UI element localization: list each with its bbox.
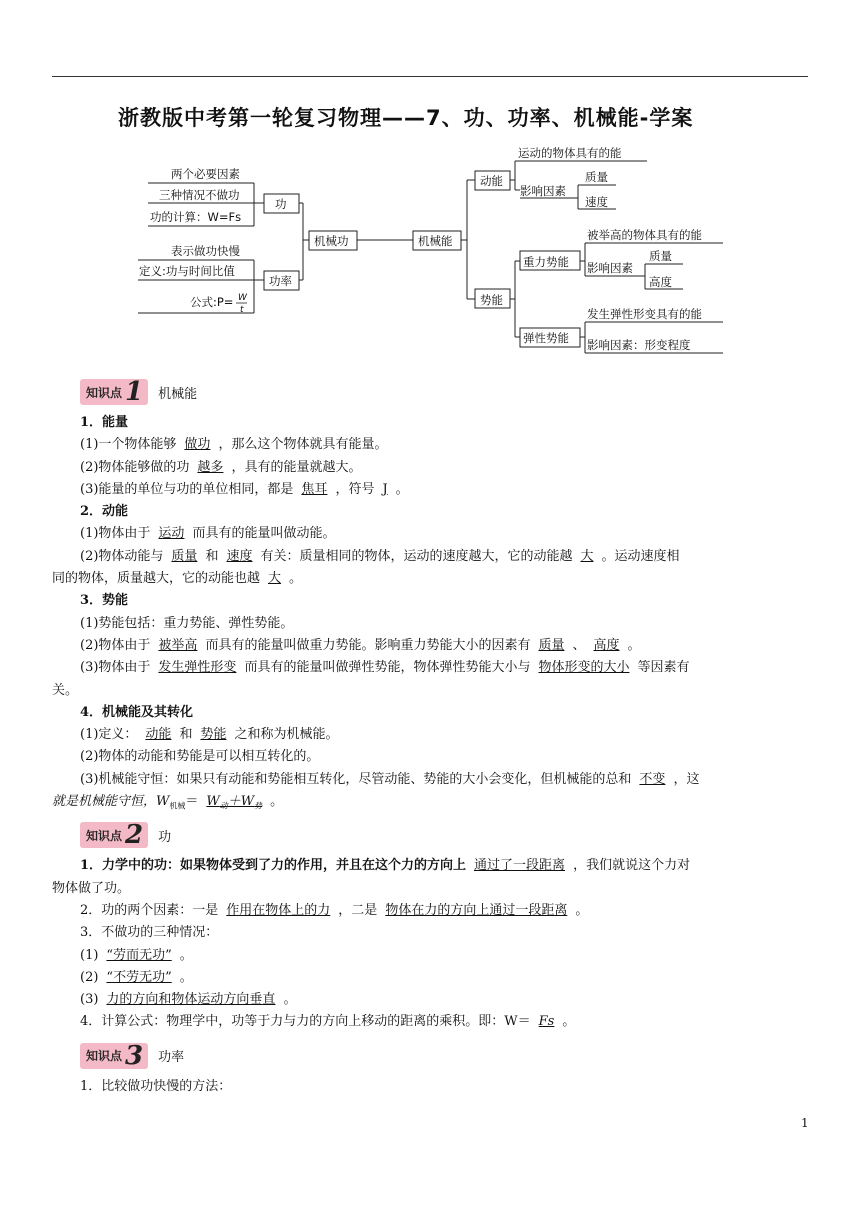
kp1-s2: 2．动能 <box>80 504 129 520</box>
page-title: 浙教版中考第一轮复习物理——7、功、功率、机械能-学案 <box>118 106 694 130</box>
kp1-s2-1: (1)物体由于 运动 而具有的能量叫做动能。 <box>80 526 336 542</box>
kp1-s3-3: (3)物体由于 发生弹性形变 而具有的能量叫做弹性势能，物体弹性势能大小与 物体形变的大小 等因素有 <box>80 660 690 676</box>
kp2-p3-3: (3) 力的方向和物体运动方向垂直 。 <box>80 992 297 1008</box>
kp1-s3: 3．势能 <box>80 593 129 609</box>
mm-mech-energy: 机械能 <box>418 234 453 248</box>
mm-work: 功 <box>275 197 287 211</box>
kp2-p3-1: (1) “劳而无功” 。 <box>80 947 193 963</box>
answer-blank: “不劳无功” <box>106 969 172 985</box>
kp3-badge: 知识点 3 <box>80 1043 148 1069</box>
kp1-s2-2-cont: 同的物体，质量越大，它的动能也越 大 。 <box>52 571 303 587</box>
mm-kinetic: 动能 <box>480 174 503 188</box>
mm-power-formula-den: t <box>240 305 244 315</box>
mm-power-meaning: 表示做功快慢 <box>171 244 240 258</box>
kp1-s4-3: (3)机械能守恒：如果只有动能和势能相互转化，尽管动能、势能的大小会变化，但机械能的总和 不变 ，这 <box>80 771 700 787</box>
answer-blank: 物体在力的方向上通过一段距离 <box>385 902 568 918</box>
answer-blank: 动能 <box>145 727 172 743</box>
answer-blank: 不变 <box>639 771 666 787</box>
mm-kinetic-def: 运动的物体具有的能 <box>518 146 622 160</box>
kp1-s1-1: (1)一个物体能够 做功 ，那么这个物体就具有能量。 <box>80 437 388 453</box>
kp1-s1-2: (2)物体能够做的功 越多 ，具有的能量就越大。 <box>80 459 362 475</box>
answer-blank: 通过了一段距离 <box>474 858 566 874</box>
kp1-s3-3-cont: 关。 <box>52 682 79 698</box>
kp1-badge: 知识点 1 <box>80 379 148 405</box>
kp3-p1: 1．比较做功快慢的方法： <box>80 1078 232 1094</box>
kp2-p3-2: (2) “不劳无功” 。 <box>80 969 193 985</box>
answer-blank: “劳而无功” <box>106 947 172 963</box>
mm-grav: 重力势能 <box>523 255 569 269</box>
kp1-s2-2: (2)物体动能与 质量 和 速度 有关：质量相同的物体，运动的速度越大，它的动能越 大 。运动速度相 <box>80 548 680 564</box>
mm-potential: 势能 <box>480 293 503 307</box>
mm-work-calc: 功的计算：W=Fs <box>150 210 242 224</box>
mind-map <box>130 140 730 360</box>
kp1-s4-1: (1)定义： 动能 和 势能 之和称为机械能。 <box>80 727 339 743</box>
kp1-title: 机械能 <box>158 386 198 402</box>
kp2-title: 功 <box>158 829 172 845</box>
mm-two-factors: 两个必要因素 <box>171 167 240 181</box>
kp1-s1-3: (3)能量的单位与功的单位相同，都是 焦耳 ，符号 J 。 <box>80 481 409 497</box>
page-number: 1 <box>801 1116 809 1130</box>
kp1-s1: 1．能量 <box>80 415 129 430</box>
kp1-s4-2: (2)物体的动能和势能是可以相互转化的。 <box>80 749 320 765</box>
mm-grav-factors: 影响因素 <box>587 261 633 275</box>
mm-no-work: 三种情况不做功 <box>159 188 240 202</box>
kp1-s3-1: (1)势能包括：重力势能、弹性势能。 <box>80 615 294 631</box>
mm-elastic-def: 发生弹性形变具有的能 <box>587 307 702 321</box>
answer-blank: 质量 <box>171 548 198 564</box>
mm-power-formula: 公式:P= <box>190 295 234 309</box>
kp1-s3-2: (2)物体由于 被举高 而具有的能量叫做重力势能。影响重力势能大小的因素有 质量 、 高度 。 <box>80 637 641 653</box>
answer-blank: 作用在物体上的力 <box>226 902 331 918</box>
kp2-p4: 4．计算公式：物理学中，功等于力与力的方向上移动的距离的乘积。即：W＝ Fs 。 <box>80 1014 576 1030</box>
answer-blank: 大 <box>268 571 282 587</box>
mm-power-def: 定义:功与时间比值 <box>139 264 235 278</box>
kp2-badge: 知识点 2 <box>80 822 148 848</box>
mm-kinetic-factors: 影响因素 <box>520 184 566 198</box>
answer-blank: $W_动+W_势$ <box>206 794 263 811</box>
answer-blank: Fs <box>538 1014 555 1030</box>
mm-mass2: 质量 <box>649 249 672 263</box>
answer-blank: 焦耳 <box>301 481 328 497</box>
kp3-heading <box>52 1036 812 1076</box>
kp1-s4-3-cont: 就是机械能守恒，$W_{机械}= W_动+W_势$ 。 <box>52 794 284 811</box>
mm-height: 高度 <box>649 275 672 289</box>
kp2-heading <box>52 815 812 855</box>
mm-elastic: 弹性势能 <box>523 331 569 345</box>
mm-elastic-factors: 影响因素：形变程度 <box>587 338 691 352</box>
mm-mech-work: 机械功 <box>314 234 349 248</box>
mm-mass: 质量 <box>585 170 608 184</box>
answer-blank: J <box>382 481 388 497</box>
mm-speed: 速度 <box>585 195 608 209</box>
mm-power: 功率 <box>269 274 292 288</box>
content <box>52 370 812 1098</box>
answer-blank: 发生弹性形变 <box>158 660 237 676</box>
answer-blank: 做功 <box>184 437 211 453</box>
kp1-s4: 4．机械能及其转化 <box>80 704 194 720</box>
answer-blank: 运动 <box>158 526 185 542</box>
mm-grav-def: 被举高的物体具有的能 <box>587 228 702 242</box>
answer-blank: 被举高 <box>158 637 198 653</box>
mm-power-formula-num: W <box>238 293 247 303</box>
answer-blank: 大 <box>580 548 594 564</box>
answer-blank: 速度 <box>226 548 253 564</box>
kp2-p1: 1．力学中的功：如果物体受到了力的作用，并且在这个力的方向上 通过了一段距离 ，我们就说这个力对 <box>80 858 691 874</box>
answer-blank: 势能 <box>200 727 227 743</box>
kp3-title: 功率 <box>158 1050 185 1066</box>
answer-blank: 物体形变的大小 <box>538 660 630 676</box>
kp2-p3: 3．不做功的三种情况： <box>80 925 219 941</box>
header-rule <box>52 76 808 77</box>
answer-blank: 高度 <box>593 637 620 653</box>
kp2-p1-cont: 物体做了功。 <box>52 880 131 896</box>
answer-blank: 力的方向和物体运动方向垂直 <box>106 992 276 1008</box>
kp1-heading <box>52 372 812 412</box>
answer-blank: 质量 <box>538 637 565 653</box>
kp2-p2: 2．功的两个因素：一是 作用在物体上的力 ，二是 物体在力的方向上通过一段距离 。 <box>80 902 589 918</box>
answer-blank: 越多 <box>197 459 224 475</box>
